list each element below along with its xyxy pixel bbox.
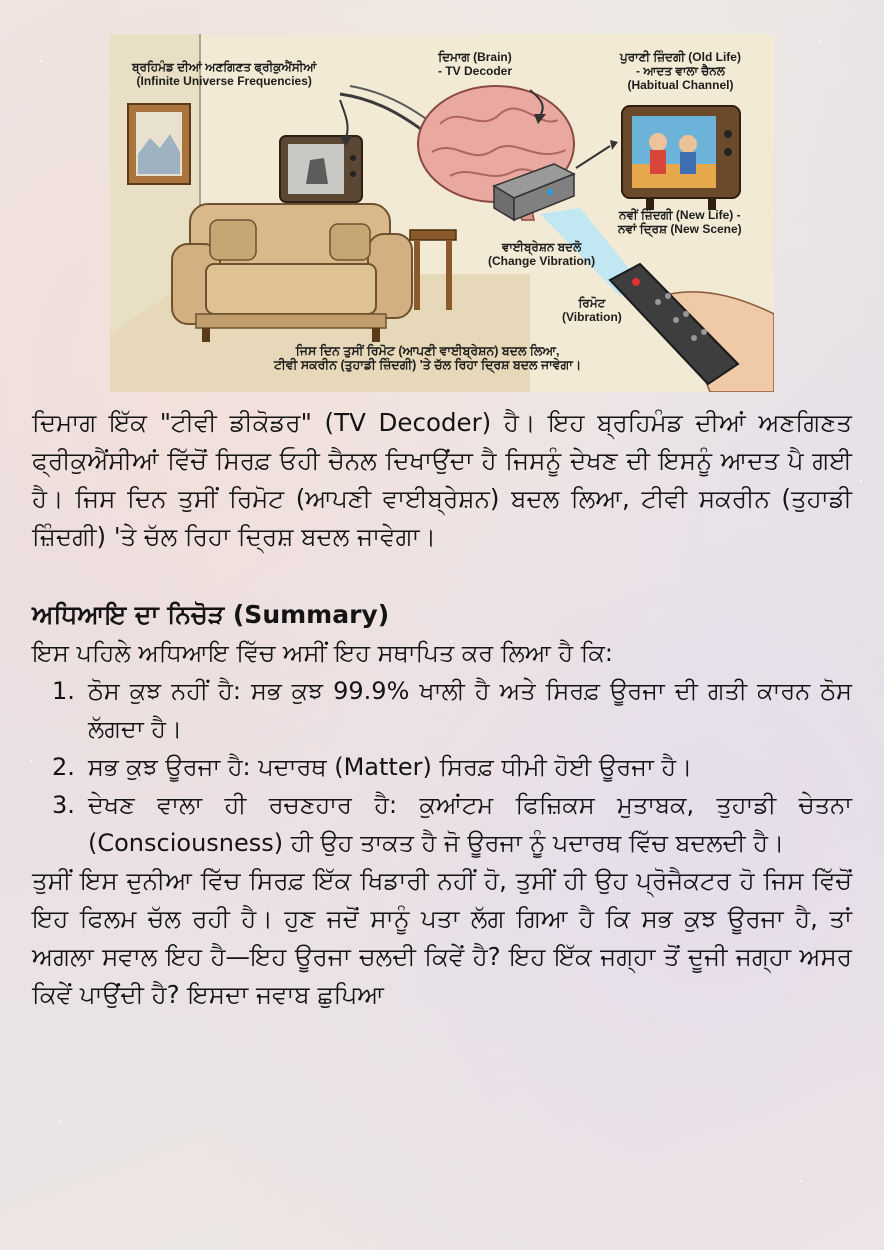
brain-tv-decoder-illustration: [110, 34, 774, 392]
summary-intro: ਇਸ ਪਹਿਲੇ ਅਧਿਆਇ ਵਿੱਚ ਅਸੀਂ ਇਹ ਸਥਾਪਿਤ ਕਰ ਲਿਆ ਹੈ ਕਿ:: [32, 639, 613, 667]
sofa: [172, 204, 412, 342]
label-old-life: ਪੁਰਾਣੀ ਜ਼ਿੰਦਗੀ (Old Life) - ਆਦਤ ਵਾਲਾ ਚੈਨਲ (Habitual Channel): [620, 50, 741, 92]
list-item-text: ਠੋਸ ਕੁਝ ਨਹੀਂ ਹੈ: ਸਭ ਕੁਝ 99.9% ਖਾਲੀ ਹੈ ਅਤੇ ਸਿਰਫ਼ ਊਰਜਾ ਦੀ ਗਤੀ ਕਾਰਨ ਠੋਸ ਲੱਗਦਾ ਹੈ।: [88, 677, 852, 743]
new-life-tv: [622, 106, 740, 210]
illustration-caption: ਜਿਸ ਦਿਨ ਤੁਸੀਂ ਰਿਮੋਟ (ਆਪਣੀ ਵਾਈਬ੍ਰੇਸ਼ਨ) ਬਦਲ ਲਿਆ, ਟੀਵੀ ਸਕਰੀਨ (ਤੁਹਾਡੀ ਜ਼ਿੰਦਗੀ) 'ਤੇ ਚੱਲ ਰਿਹਾ ਦ੍ਰਿਸ਼ ਬਦਲ ਜਾਵੇਗਾ।: [274, 344, 582, 372]
list-item-text: ਸਭ ਕੁਝ ਊਰਜਾ ਹੈ: ਪਦਾਰਥ (Matter) ਸਿਰਫ਼ ਧੀਮੀ ਹੋਈ ਊਰਜਾ ਹੈ।: [88, 753, 693, 781]
label-remote: ਰਿਮੋਟ (Vibration): [562, 296, 622, 324]
label-frequencies: ਬ੍ਰਹਿਮੰਡ ਦੀਆਂ ਅਣਗਿਣਤ ਫ੍ਰੀਕੁਐਂਸੀਆਂ (Infinite Universe Frequencies): [132, 60, 317, 88]
list-item: [32, 748, 852, 786]
summary-list: [32, 672, 852, 862]
list-number: 3.: [52, 791, 75, 819]
label-brain: ਦਿਮਾਗ (Brain) - TV Decoder: [438, 50, 513, 78]
side-table: [410, 230, 456, 240]
list-number: 1.: [52, 677, 75, 705]
label-change-vibration: ਵਾਈਬ੍ਰੇਸ਼ਨ ਬਦਲੋ (Change Vibration): [488, 240, 596, 268]
list-item: [32, 786, 852, 862]
label-new-life: ਨਵੀਂ ਜ਼ਿੰਦਗੀ (New Life) - ਨਵਾਂ ਦ੍ਰਿਸ਼ (New Scene): [618, 208, 742, 236]
paragraph-projector: ਤੁਸੀਂ ਇਸ ਦੁਨੀਆ ਵਿੱਚ ਸਿਰਫ਼ ਇੱਕ ਖਿਡਾਰੀ ਨਹੀਂ ਹੋ, ਤੁਸੀਂ ਹੀ ਉਹ ਪ੍ਰੋਜੈਕਟਰ ਹੋ ਜਿਸ ਵਿੱਚੋਂ ਇਹ ਫਿਲਮ ਚੱਲ ਰਹੀ ਹੈ। ਹੁਣ ਜਦੋਂ ਸਾਨੂੰ ਪਤਾ ਲੱਗ ਗਿਆ ਹੈ ਕਿ ਸਭ ਕੁਝ ਊਰਜਾ ਹੈ, ਤਾਂ ਅਗਲਾ ਸਵਾਲ ਇਹ ਹੈ—ਇਹ ਊਰਜਾ ਚਲਦੀ ਕਿਵੇਂ ਹੈ? ਇਹ ਇੱਕ ਜਗ੍ਹਾ ਤੋਂ ਦੂਜੀ ਜਗ੍ਹਾ ਅਸਰ ਕਿਵੇਂ ਪਾਉਂਦੀ ਹੈ? ਇਸਦਾ ਜਵਾਬ ਛੁਪਿਆ: [32, 866, 852, 1009]
page-text: [32, 404, 852, 1014]
list-item: [32, 672, 852, 748]
paragraph-tv-decoder: ਦਿਮਾਗ ਇੱਕ "ਟੀਵੀ ਡੀਕੋਡਰ" (TV Decoder) ਹੈ। ਇਹ ਬ੍ਰਹਿਮੰਡ ਦੀਆਂ ਅਣਗਿਣਤ ਫ੍ਰੀਕੁਐਂਸੀਆਂ ਵਿੱਚੋਂ ਸਿਰਫ਼ ਓਹੀ ਚੈਨਲ ਦਿਖਾਉਂਦਾ ਹੈ ਜਿਸਨੂੰ ਦੇਖਣ ਦੀ ਇਸਨੂੰ ਆਦਤ ਪੈ ਗਈ ਹੈ। ਜਿਸ ਦਿਨ ਤੁਸੀਂ ਰਿਮੋਟ (ਆਪਣੀ ਵਾਈਬ੍ਰੇਸ਼ਨ) ਬਦਲ ਲਿਆ, ਟੀਵੀ ਸਕਰੀਨ (ਤੁਹਾਡੀ ਜ਼ਿੰਦਗੀ) 'ਤੇ ਚੱਲ ਰਿਹਾ ਦ੍ਰਿਸ਼ ਬਦਲ ਜਾਵੇਗਾ।: [32, 408, 852, 551]
list-number: 2.: [52, 753, 75, 781]
list-item-text: ਦੇਖਣ ਵਾਲਾ ਹੀ ਰਚਣਹਾਰ ਹੈ: ਕੁਆਂਟਮ ਫਿਜ਼ਿਕਸ ਮੁਤਾਬਕ, ਤੁਹਾਡੀ ਚੇਤਨਾ (Consciousness) ਹੀ ਉਹ ਤਾਕਤ ਹੈ ਜੋ ਊਰਜਾ ਨੂੰ ਪਦਾਰਥ ਵਿੱਚ ਬਦਲਦੀ ਹੈ।: [88, 791, 852, 857]
summary-heading: ਅਧਿਆਇ ਦਾ ਨਿਚੋੜ (Summary): [32, 600, 390, 629]
